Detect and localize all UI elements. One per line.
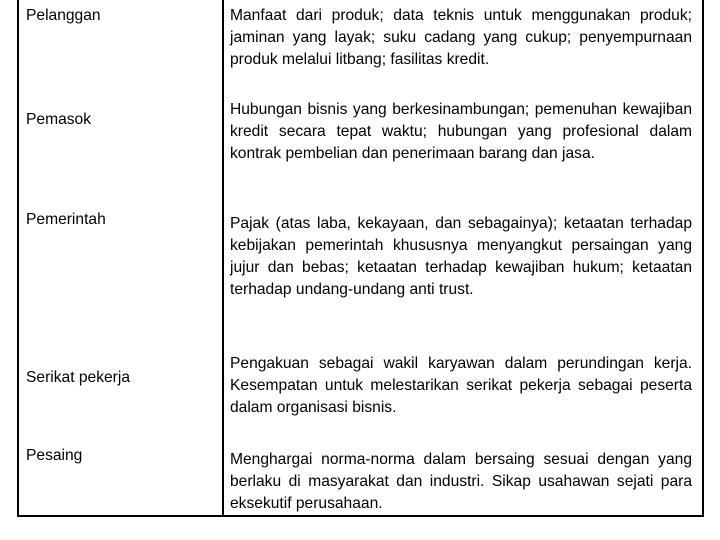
- column-divider: [222, 0, 224, 515]
- stakeholder-description-pesaing: Menghargai norma-norma dalam bersaing sesuai dengan yang berlaku di masyarakat dan industri. Sikap usahawan sejati para eksekutif perusahaan.: [230, 451, 692, 512]
- stakeholder-description-serikat-pekerja: Pengakuan sebagai wakil karyawan dalam perundingan kerja. Kesempatan untuk melestarikan serikat pekerja sebagai peserta dalam organisasi bisnis.: [230, 355, 692, 416]
- stakeholder-description-pelanggan: Manfaat dari produk; data teknis untuk menggunakan produk; jaminan yang layak; suku cadang yang cukup; penyempurnaan produk melalui litbang; fasilitas kredit.: [230, 7, 692, 68]
- stakeholder-description-pemerintah: Pajak (atas laba, kekayaan, dan sebagainya); ketaatan terhadap kebijakan pemerintah khususnya menyangkut persaingan yang jujur dan bebas; ketaatan terhadap kewajiban hukum; ketaatan terhadap undang-undang anti trust.: [230, 215, 692, 298]
- stakeholder-table: [17, 0, 704, 517]
- stakeholder-label-pesaing: Pesaing: [26, 447, 83, 464]
- stakeholder-description-pemasok: Hubungan bisnis yang berkesinambungan; pemenuhan kewajiban kredit secara tepat waktu; hubungan yang profesional dalam kontrak pembelian dan penerimaan barang dan jasa.: [230, 101, 692, 162]
- stakeholder-label-pelanggan: Pelanggan: [26, 7, 101, 24]
- stakeholder-label-serikat-pekerja: Serikat pekerja: [26, 369, 131, 386]
- stakeholder-label-pemasok: Pemasok: [26, 111, 92, 128]
- stakeholder-label-pemerintah: Pemerintah: [26, 211, 106, 228]
